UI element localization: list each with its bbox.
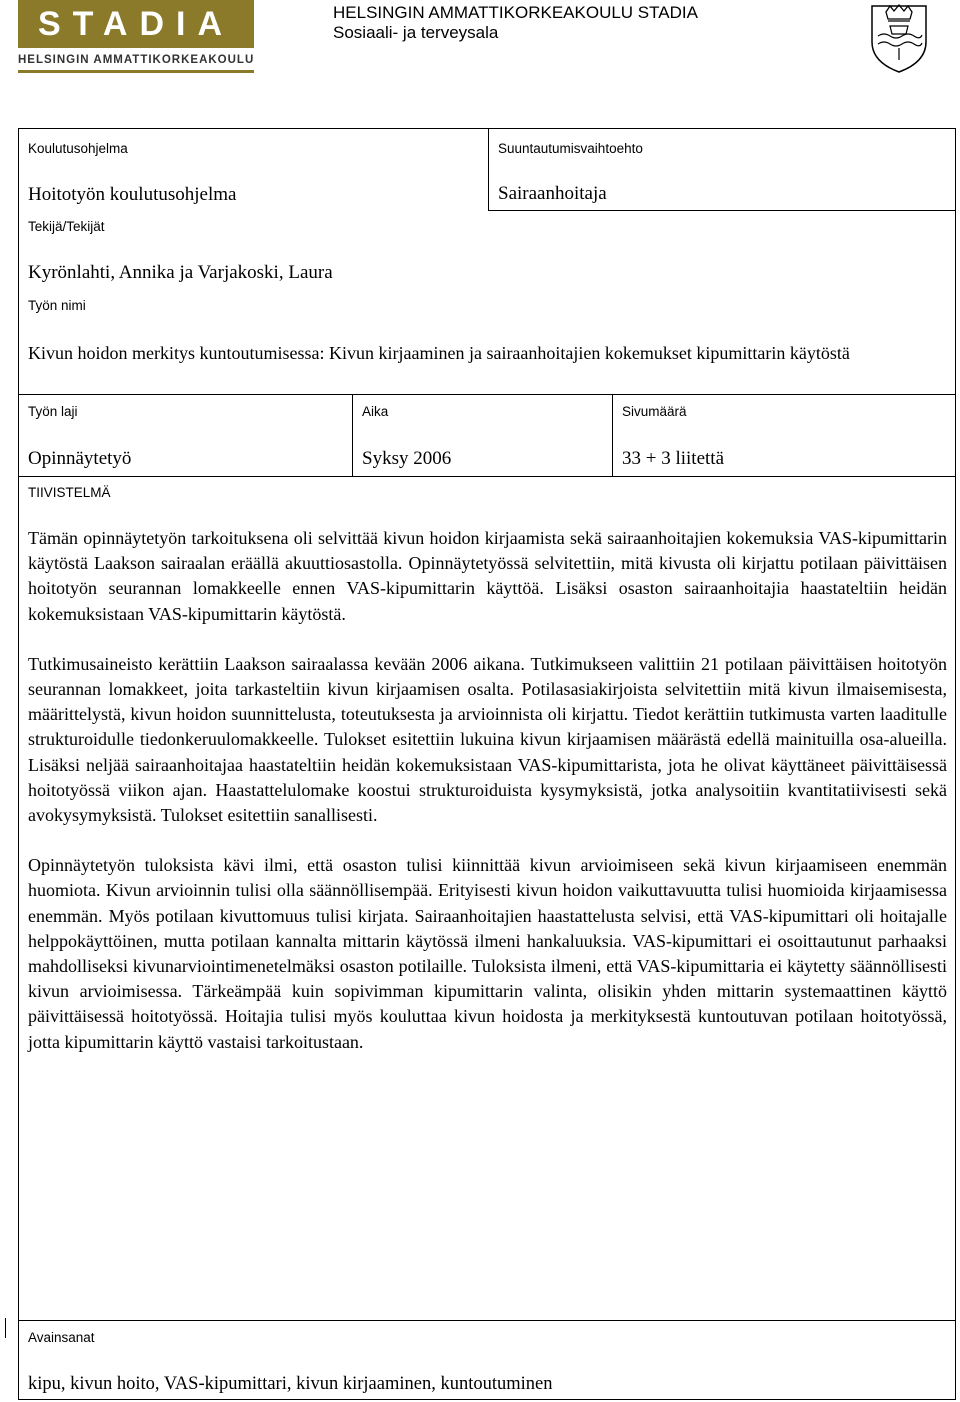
keywords-value: kipu, kivun hoito, VAS-kipumittari, kivun kirjaaminen, kuntoutuminen xyxy=(28,1374,553,1394)
type-value: Opinnäytetyö xyxy=(28,448,132,469)
divider xyxy=(612,394,613,476)
authors-label: Tekijä/Tekijät xyxy=(28,219,105,234)
institution-name: HELSINGIN AMMATTIKORKEAKOULU STADIA xyxy=(333,3,698,22)
institution-department: Sosiaali- ja terveysala xyxy=(333,23,499,42)
divider xyxy=(488,210,956,211)
programme-value: Hoitotyön koulutusohjelma xyxy=(28,184,237,205)
abstract-paragraph: Tutkimusaineisto kerättiin Laakson sairaalassa kevään 2006 aikana. Tutkimukseen valittiin 21 potilaan päivittäisen hoitotyön seurannan lomakkeet, joita tarkasteltiin kivun kirjaamisen osalta. Potilasasiakirjoista selvitettiin mitä kivun ilmaisemisesta, määrittelystä, kivun hoidon suunnittelusta, toteutuksesta ja arvioinnista oli kirjattu. Tiedot kerättiin tutkimusta varten laaditulle strukturoidulle tiedonkeruulomakkeelle. Tulokset esitettiin lukuina kivun kirjaamisen määrästä edellä mainituilla osa-alueilla. Lisäksi neljää sairaanhoitajaa haastateltiin heidän kokemuksistaan VAS-kipumittarista, jota he olivat käyttäneet päivittäisessä hoitotyössä viikon ajan. Haastattelulomake koostui strukturoiduista kysymyksistä, jotka analysoitiin kvantitatiivisesti sekä avokysymyksistä. Tulokset esitettiin sanallisesti. xyxy=(28,653,947,826)
logo-underline xyxy=(18,70,254,73)
authors-value: Kyrönlahti, Annika ja Varjakoski, Laura xyxy=(28,262,333,283)
specialisation-label: Suuntautumisvaihtoehto xyxy=(498,141,643,156)
abstract-paragraph: Tämän opinnäytetyön tarkoituksena oli selvittää kivun hoidon kirjaamista sekä sairaanhoitajien kokemuksia VAS-kipumittarin käytöstä Laakson sairaalan eräällä akuuttiosastolla. Opinnäytetyössä selvitettiin, mitä kivusta oli kirjattu potilaan päivittäisen hoitotyön seurannan lomakkeelle ennen VAS-kipumittarin käyttöä. Lisäksi osaston sairaanhoitajia haastateltiin heidän kokemuksistaan VAS-kipumittarin käytöstä. xyxy=(28,528,947,624)
keywords-label: Avainsanat xyxy=(28,1330,95,1345)
logo-subtitle: HELSINGIN AMMATTIKORKEAKOULU xyxy=(18,54,255,66)
pages-label: Sivumäärä xyxy=(622,404,687,419)
time-label: Aika xyxy=(362,404,389,419)
pages-value: 33 + 3 liitettä xyxy=(622,448,725,469)
programme-label: Koulutusohjelma xyxy=(28,141,128,156)
abstract-paragraph: Opinnäytetyön tuloksista kävi ilmi, että osaston tulisi kiinnittää kivun arvioimiseen sekä kivun kirjaamiseen enemmän huomiota. Kivun arvioinnin tulisi olla säännöllisempää. Erityisesti kivun hoidon vaikuttavuutta tulisi huomioida kirjaamisessa enemmän. Myös potilaan kivuttomuus tulisi kirjata. Sairaanhoitajien haastattelusta selvisi, että VAS-kipumittari oli hoitajalle helppokäyttöinen, mutta potilaan kannalta mittarin käytössä ilmeni hankaluuksia. VAS-kipumittari ei osoittautunut parhaaksi mahdolliseksi kivunarviointimenetelmäksi osaston potilaille. Tuloksista ilmeni, että VAS-kipumittaria ei käytetty säännöllisesti kivun arvioimisessa. Tärkeämpää kuin sopivimman kipumittarin valinta, olisikin yhden mittarin systemaattinen käyttö päivittäisessä hoitotyössä. Hoitajia tulisi myös kouluttaa kivun hoidosta ja merkityksestä kuntoutuvan potilaan hoitotyössä, jotta kipumittarin käyttö vastaisi tarkoitustaan. xyxy=(28,855,947,1052)
institution-heading xyxy=(333,3,698,43)
margin-mark xyxy=(5,1318,6,1338)
thesis-title: Kivun hoidon merkitys kuntoutumisessa: Kivun kirjaaminen ja sairaanhoitajien kokemukset kipumittarin käytöstä xyxy=(28,343,850,363)
stadia-logo xyxy=(18,0,254,76)
abstract-label: TIIVISTELMÄ xyxy=(28,485,111,500)
title-label: Työn nimi xyxy=(28,298,86,313)
time-value: Syksy 2006 xyxy=(362,448,452,469)
divider xyxy=(18,1320,956,1321)
abstract-body xyxy=(28,526,947,1080)
divider xyxy=(352,394,353,476)
logo-wordmark: STADIA xyxy=(37,5,235,43)
divider xyxy=(18,394,956,395)
type-label: Työn laji xyxy=(28,404,78,419)
helsinki-crest-icon xyxy=(868,2,930,74)
divider xyxy=(488,128,489,210)
specialisation-value: Sairaanhoitaja xyxy=(498,183,607,204)
divider xyxy=(18,476,956,477)
